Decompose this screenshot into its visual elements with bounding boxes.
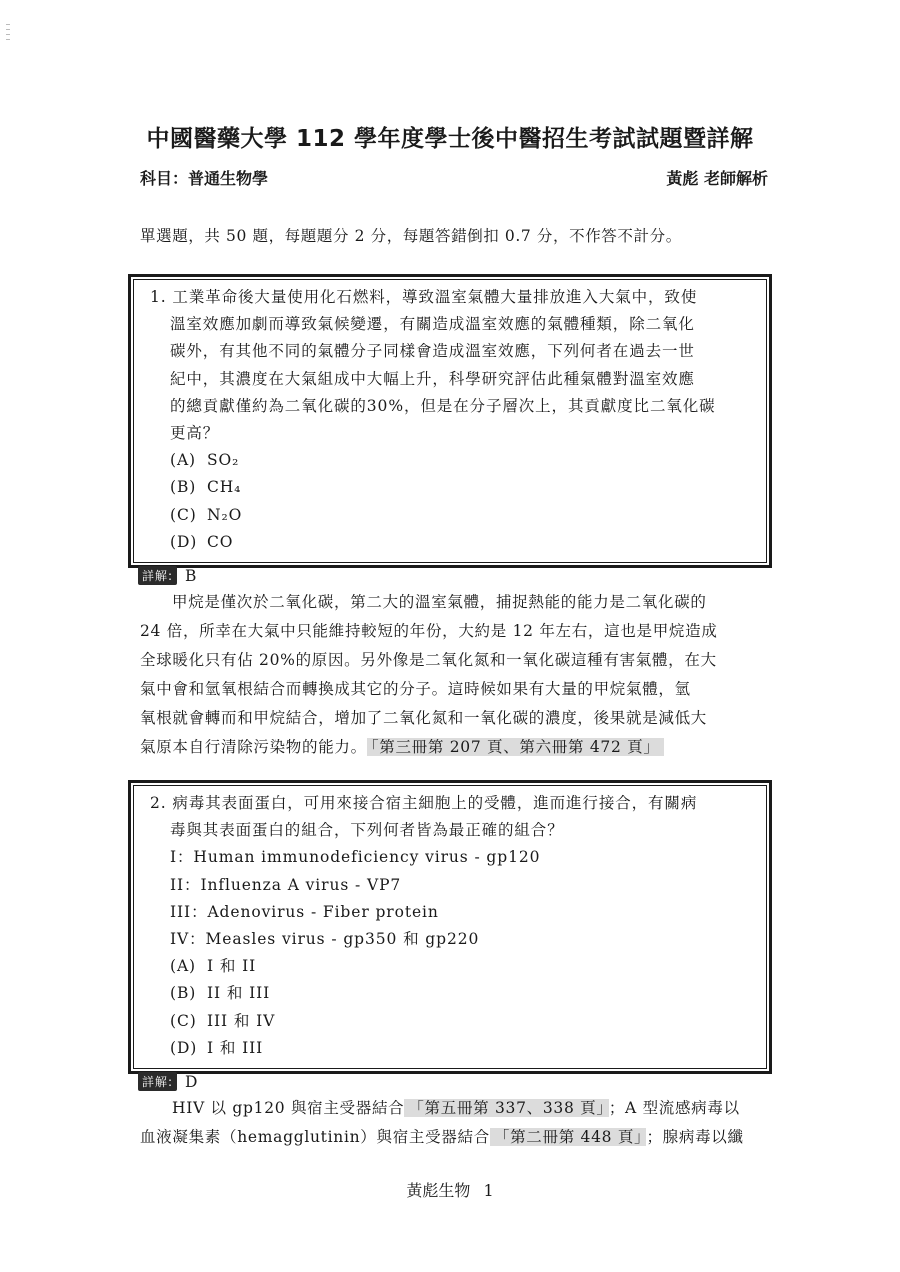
option-text: II 和 III — [207, 984, 271, 1003]
option-text: I 和 II — [207, 957, 257, 976]
explanation-line — [140, 1123, 770, 1152]
question-1-line: 1. 工業革命後大量使用化石燃料，導致溫室氣體大量排放進入大氣中，致使 — [150, 288, 698, 306]
question-2-line: 毒與其表面蛋白的組合，下列何者皆為最正確的組合？ — [170, 821, 564, 840]
question-2-option-d — [150, 1035, 756, 1062]
textbook-reference: 「第二冊第 448 頁」 — [490, 1128, 647, 1146]
question-1-option-a — [150, 447, 756, 474]
question-1-box — [128, 274, 772, 568]
option-text: CH₄ — [207, 478, 242, 497]
option-text: III 和 IV — [207, 1011, 276, 1030]
page-title: 中國醫藥大學 112 學年度學士後中醫招生考試試題暨詳解 — [146, 126, 754, 152]
footer-label: 黃彪生物 — [406, 1181, 471, 1200]
question-2-line: 2. 病毒其表面蛋白，可用來接合宿主細胞上的受體，進而進行接合，有關病 — [150, 794, 698, 812]
question-2-box — [128, 780, 772, 1074]
option-label: (B) — [170, 478, 197, 497]
explanation-line: 甲烷是僅次於二氧化碳，第二大的溫室氣體，捕捉熱能的能力是二氧化碳的 — [172, 593, 707, 611]
explanation-text: ；腺病毒以纖 — [646, 1128, 744, 1146]
scan-margin-mark — [6, 24, 12, 54]
explanation-text: ；A 型流感病毒以 — [608, 1099, 740, 1117]
option-label: (A) — [170, 957, 196, 976]
question-1-option-d — [150, 529, 756, 556]
question-1-line: 碳外，有其他不同的氣體分子同樣會造成溫室效應，下列何者在過去一世 — [170, 342, 695, 361]
explanation-text: 氣原本自行清除污染物的能力。 — [140, 738, 367, 756]
page-footer — [0, 1178, 900, 1201]
answer-letter: D — [185, 1072, 198, 1091]
explanation-line: 全球暖化只有佔 20%的原因。另外像是二氧化氮和一氧化碳這種有害氣體，在大 — [140, 651, 717, 669]
question-2-statement-3: III：Adenovirus - Fiber protein — [170, 902, 439, 921]
explanation-text: 血液凝集素（hemagglutinin）與宿主受器結合 — [140, 1128, 490, 1146]
question-2-answer — [138, 1072, 197, 1091]
explanation-line — [140, 1094, 770, 1123]
question-1-option-c — [150, 502, 756, 529]
explanation-text: HIV 以 gp120 與宿主受器結合 — [172, 1099, 405, 1117]
question-2-statement-2: II：Influenza A virus - VP7 — [170, 875, 402, 894]
explanation-line — [140, 733, 770, 762]
textbook-reference: 「第五冊第 337、338 頁」 — [404, 1099, 608, 1117]
question-2-option-c — [150, 1008, 756, 1035]
option-text: CO — [207, 532, 234, 551]
question-1-line: 溫室效應加劇而導致氣候變遷，有關造成溫室效應的氣體種類，除二氧化 — [170, 315, 695, 334]
explanation-line: 氧根就會轉而和甲烷結合，增加了二氧化氮和一氧化碳的濃度，後果就是減低大 — [140, 709, 708, 727]
explanation-line: 24 倍，所幸在大氣中只能維持較短的年份，大約是 12 年左右，這也是甲烷造成 — [140, 622, 718, 640]
question-2-option-a — [150, 953, 756, 980]
explanation-badge: 詳解: — [138, 1072, 177, 1091]
question-2-explanation — [140, 1094, 770, 1152]
option-text: SO₂ — [207, 451, 240, 470]
author-label: 黃彪 老師解析 — [666, 169, 768, 188]
option-label: (C) — [170, 1011, 197, 1030]
option-text: N₂O — [207, 505, 243, 524]
option-label: (D) — [170, 532, 198, 551]
question-2-option-b — [150, 980, 756, 1007]
page-number: 1 — [483, 1181, 494, 1200]
option-label: (C) — [170, 505, 197, 524]
instructions-text: 單選題，共 50 題，每題題分 2 分，每題答錯倒扣 0.7 分，不作答不計分。 — [140, 227, 682, 245]
question-1-line: 更高？ — [170, 424, 220, 443]
question-1-line: 紀中，其濃度在大氣組成中大幅上升，科學研究評估此種氣體對溫室效應 — [170, 369, 695, 388]
option-text: I 和 III — [207, 1038, 264, 1057]
option-label: (D) — [170, 1038, 198, 1057]
question-1-explanation — [140, 588, 770, 762]
option-label: (B) — [170, 984, 197, 1003]
option-label: (A) — [170, 451, 196, 470]
answer-letter: B — [185, 566, 197, 585]
question-1-answer — [138, 566, 196, 585]
question-2-statement-4: IV：Measles virus - gp350 和 gp220 — [170, 930, 480, 949]
textbook-reference: 「第三冊第 207 頁、第六冊第 472 頁」 — [367, 738, 664, 756]
explanation-badge: 詳解: — [138, 566, 177, 585]
question-1-option-b — [150, 474, 756, 501]
subject-label: 科目：普通生物學 — [140, 169, 269, 188]
explanation-line: 氣中會和氫氧根結合而轉換成其它的分子。這時候如果有大量的甲烷氣體，氫 — [140, 680, 691, 698]
question-1-line: 的總貢獻僅約為二氧化碳的30%，但是在分子層次上，其貢獻度比二氧化碳 — [170, 396, 716, 415]
question-2-statement-1: I：Human immunodeficiency virus - gp120 — [170, 848, 541, 867]
